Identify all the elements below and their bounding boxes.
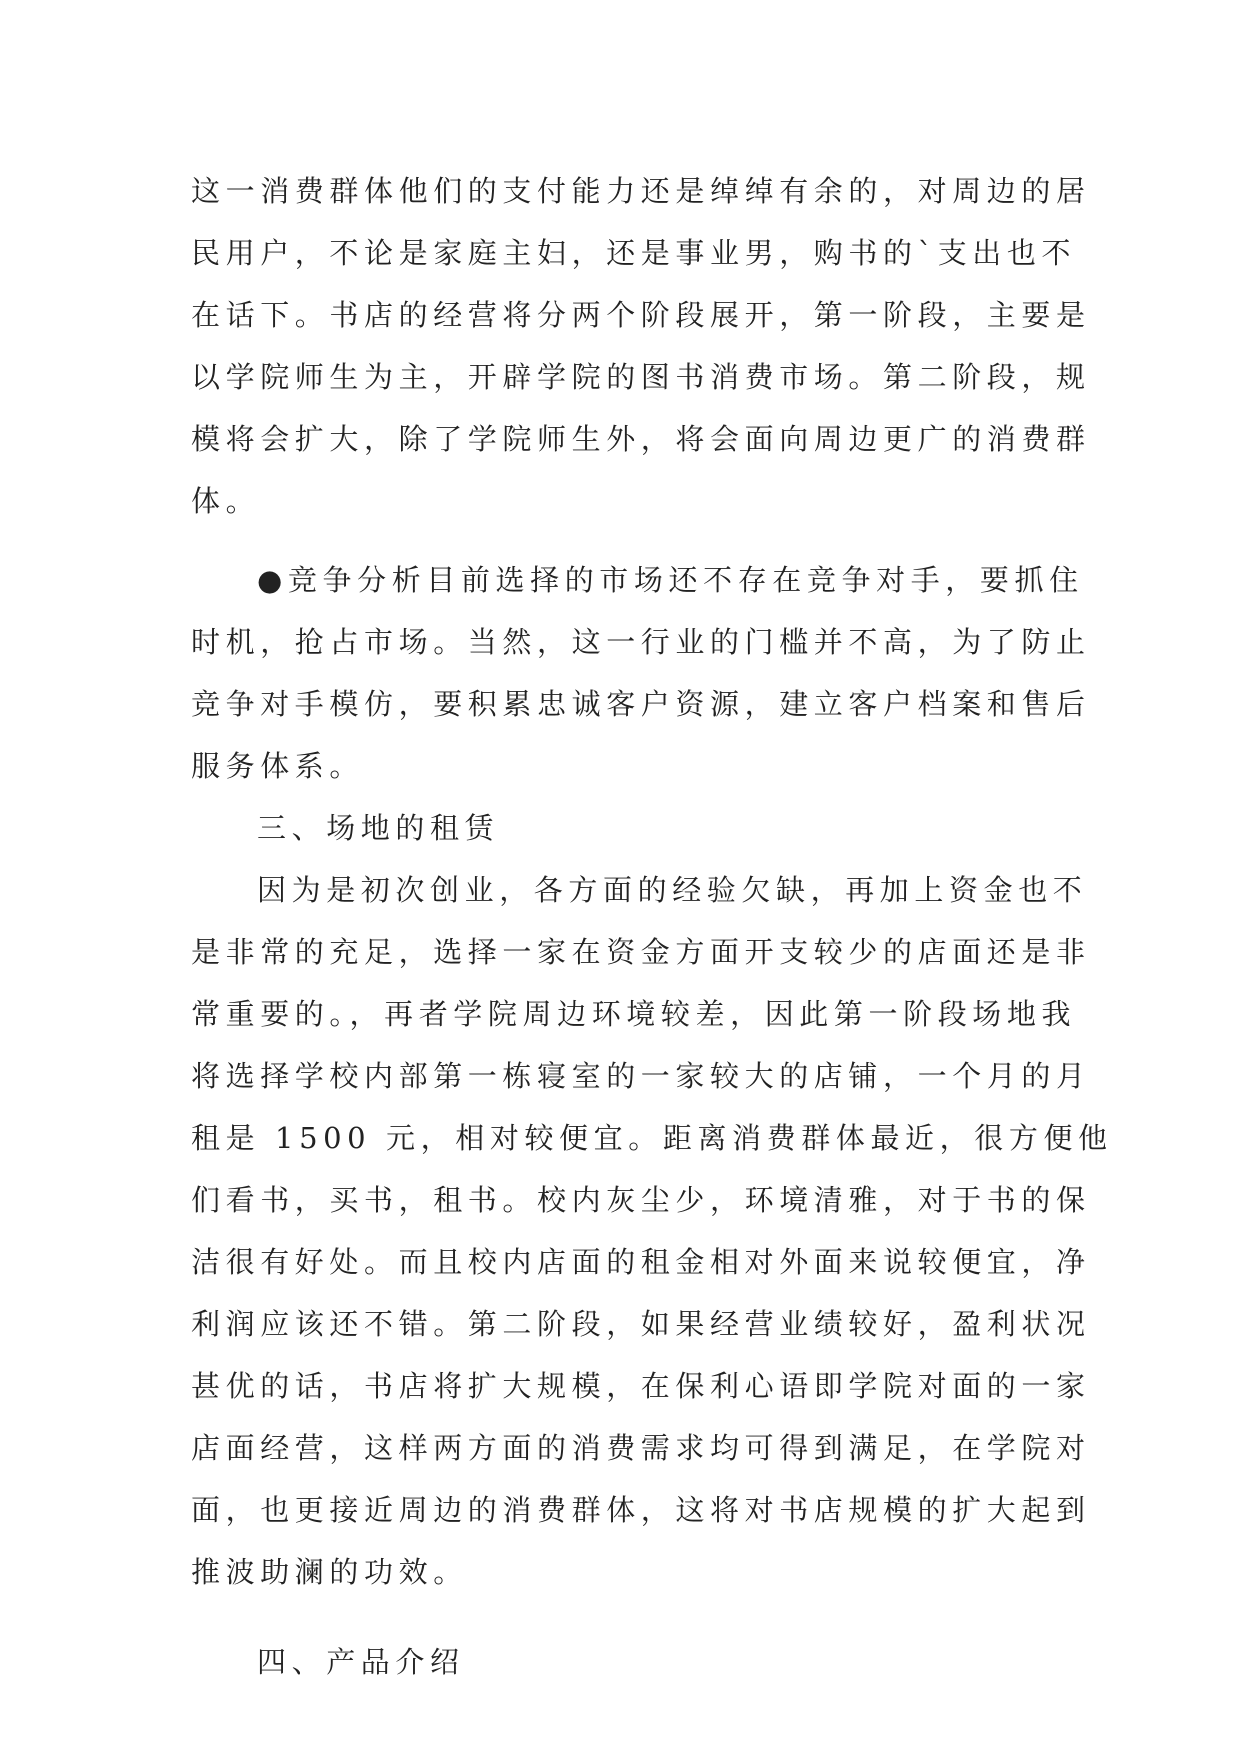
text-line: 竞争对手模仿，要积累忠诚客户资源，建立客户档案和售后 — [191, 687, 1091, 721]
paragraph-competition-analysis — [191, 549, 1091, 797]
text-line: 体。 — [191, 484, 261, 518]
section-heading-venue-rental: 三、场地的租赁 — [257, 811, 500, 845]
text-line: 因为是初次创业，各方面的经验欠缺，再加上资金也不 — [257, 873, 1088, 907]
text-line: 常重要的。，再者学院周边环境较差，因此第一阶段场地我 — [191, 997, 1077, 1031]
text-line: 店面经营，这样两方面的消费需求均可得到满足，在学院对 — [191, 1431, 1091, 1465]
text-line: 服务体系。 — [191, 749, 365, 783]
text-line: ●竞争分析目前选择的市场还不存在竞争对手，要抓住 — [257, 563, 1084, 597]
text-line: 甚优的话，书店将扩大规模，在保利心语即学院对面的一家 — [191, 1369, 1091, 1403]
text-line: 民用户，不论是家庭主妇，还是事业男，购书的`支出也不 — [191, 236, 1077, 270]
section-heading-product-introduction: 四、产品介绍 — [257, 1645, 465, 1679]
text-line: 们看书，买书，租书。校内灰尘少，环境清雅，对于书的保 — [191, 1183, 1091, 1217]
text-line: 租是 1500 元，相对较便宜。距离消费群体最近，很方便他 — [191, 1121, 1113, 1155]
text-line: 洁很有好处。而且校内店面的租金相对外面来说较便宜，净 — [191, 1245, 1091, 1279]
text-line: 模将会扩大，除了学院师生外，将会面向周边更广的消费群 — [191, 422, 1091, 456]
text-line: 以学院师生为主，开辟学院的图书消费市场。第二阶段，规 — [191, 360, 1091, 394]
section-spacer — [191, 1603, 1051, 1631]
text-line: 利润应该还不错。第二阶段，如果经营业绩较好，盈利状况 — [191, 1307, 1091, 1341]
text-line: 在话下。书店的经营将分两个阶段展开，第一阶段，主要是 — [191, 298, 1091, 332]
text-line: 是非常的充足，选择一家在资金方面开支较少的店面还是非 — [191, 935, 1091, 969]
text-line: 推波助澜的功效。 — [191, 1555, 468, 1589]
paragraph-consumer-groups — [191, 160, 1091, 532]
text-line: 时机，抢占市场。当然，这一行业的门槛并不高，为了防止 — [191, 625, 1091, 659]
text-line: 这一消费群体他们的支付能力还是绰绰有余的，对周边的居 — [191, 174, 1091, 208]
text-line: 面，也更接近周边的消费群体，这将对书店规模的扩大起到 — [191, 1493, 1091, 1527]
paragraph-spacer — [191, 532, 1051, 549]
document-body — [191, 160, 1113, 1693]
paragraph-venue-rental — [191, 859, 1113, 1603]
text-line: 将选择学校内部第一栋寝室的一家较大的店铺，一个月的月 — [191, 1059, 1091, 1093]
